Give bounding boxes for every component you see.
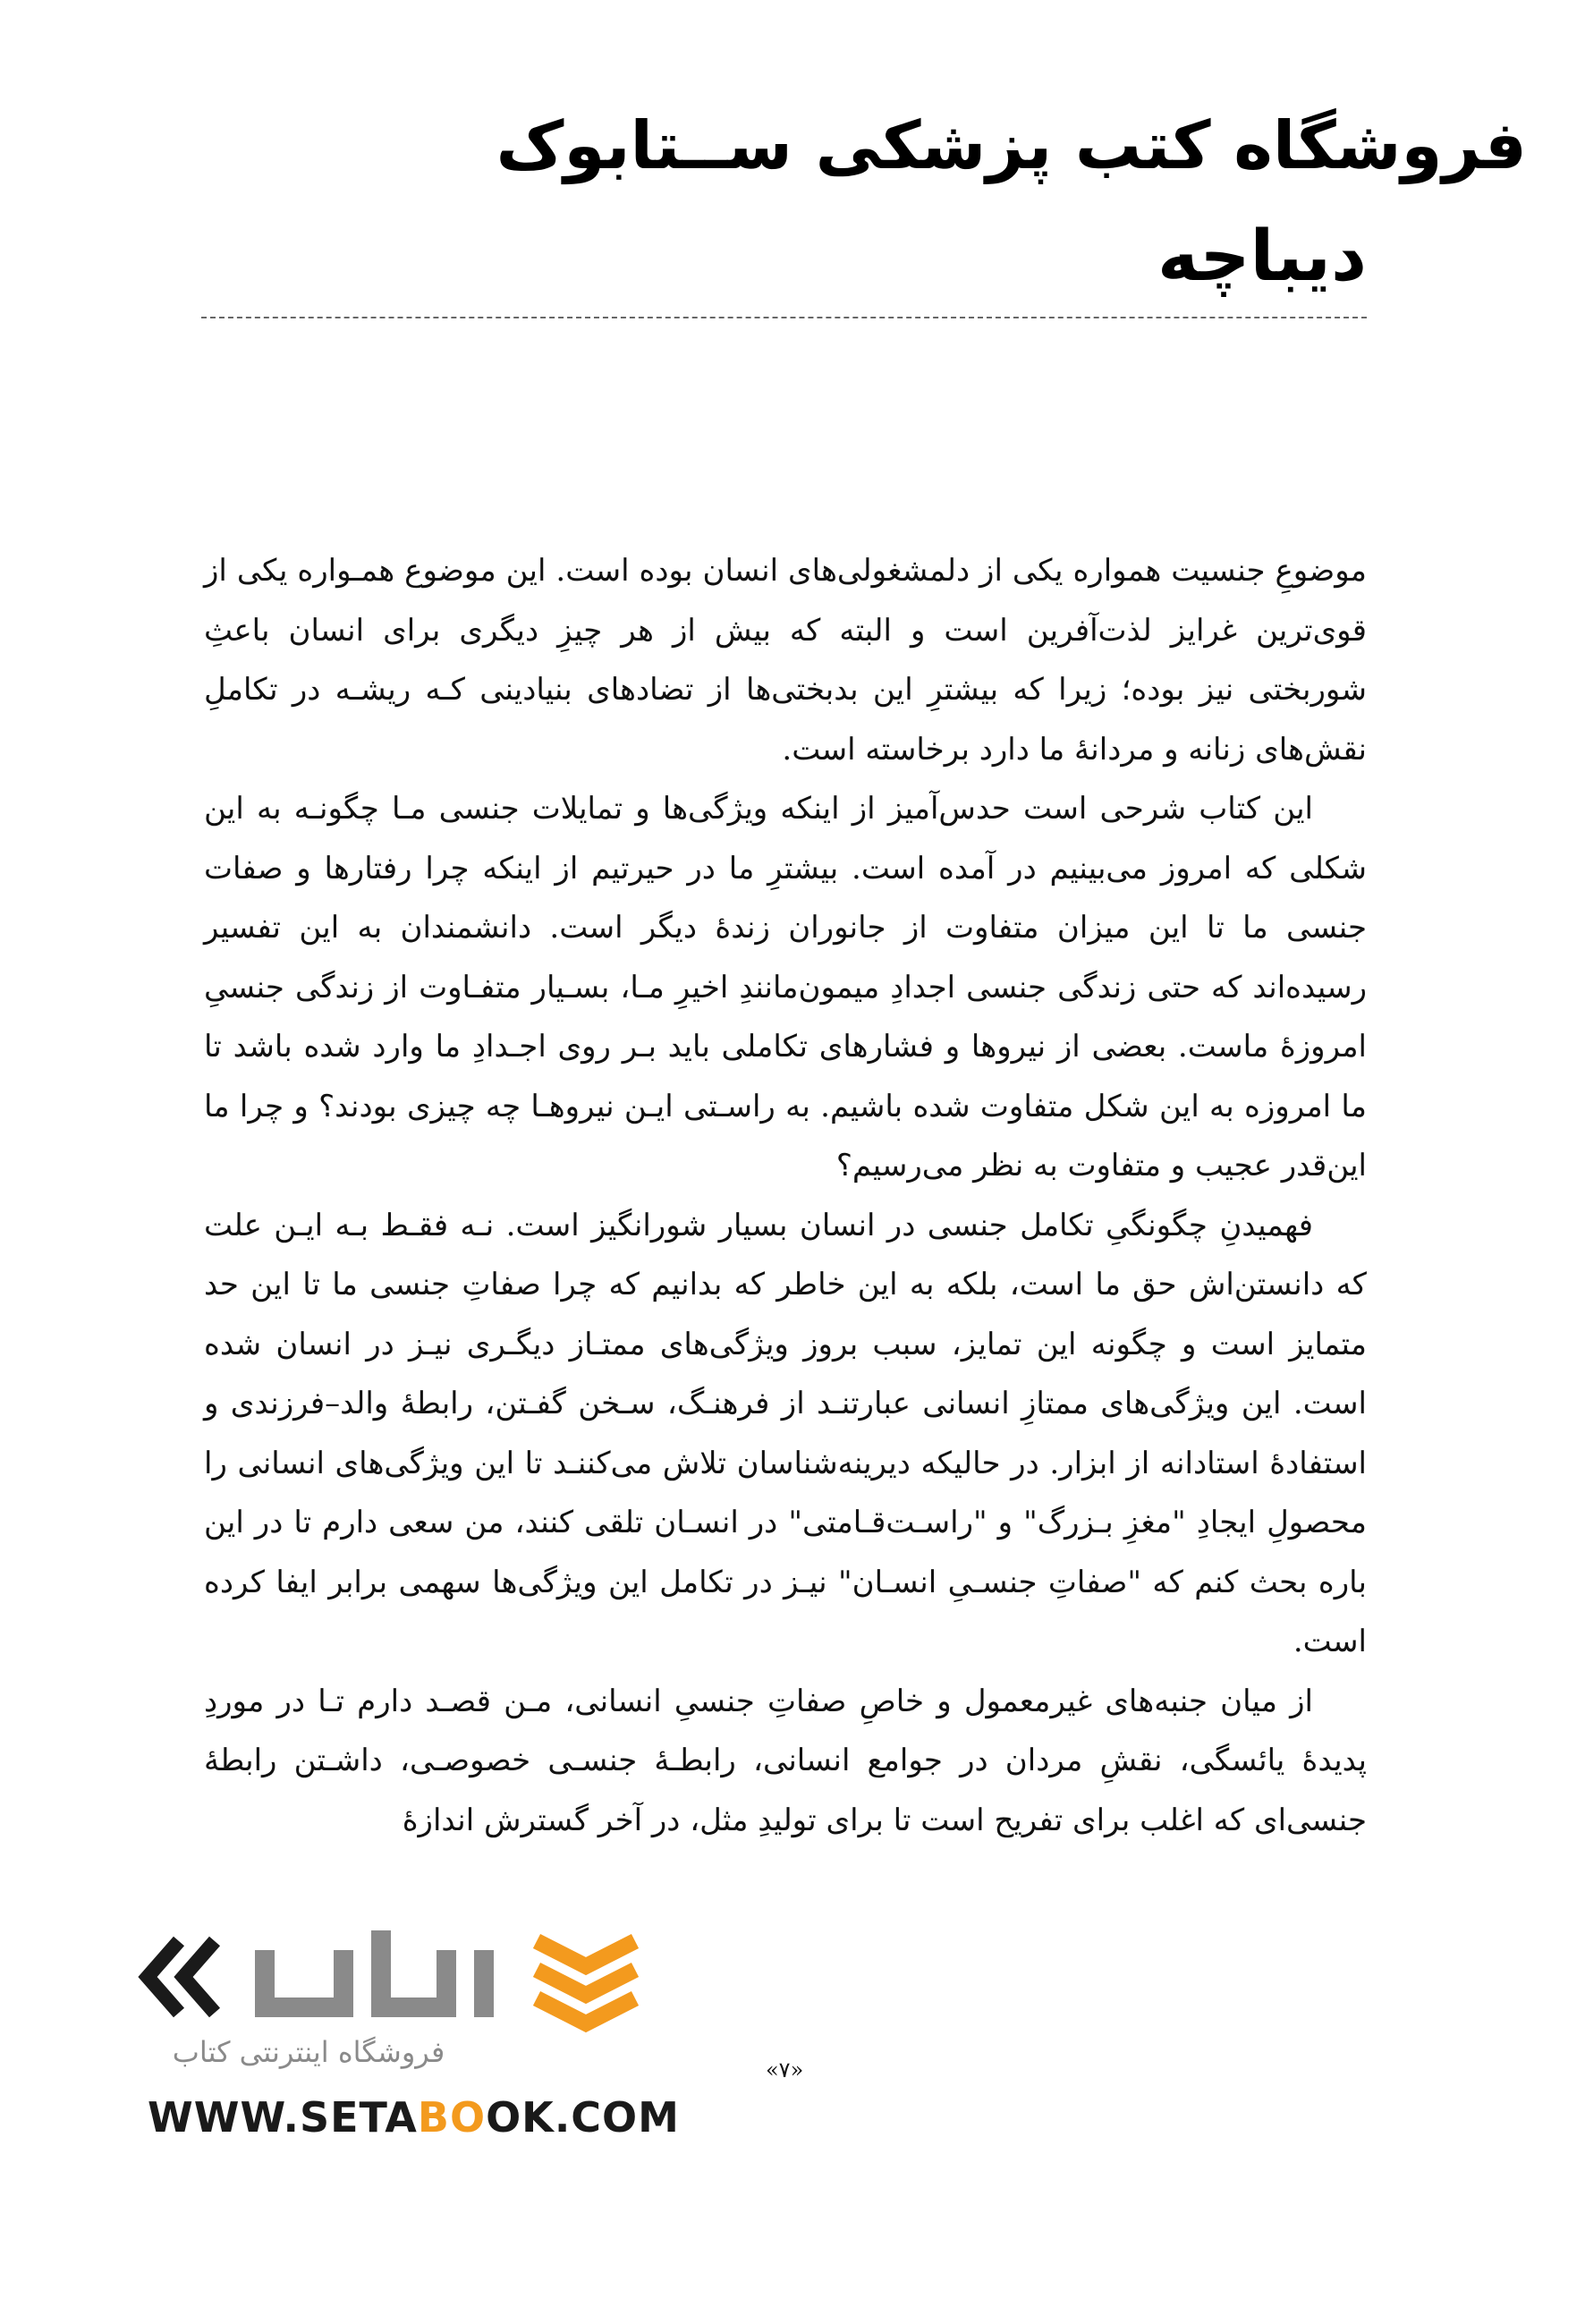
website-prefix: WWW.SETA [148, 2093, 418, 2142]
logo-mark-icon [237, 1914, 657, 2040]
paragraph-3: فهمیدنِ چگونگیِ تکامل جنسی در انسان بسیار شورانگیز است. نـه فقـط بـه ایـن علت که دانستن‌اش حق ما است، بلکه به این خاطر که بدانیم که چرا صفاتِ جنسی ما تا این حد متمایز است و چگونه این تمایز، سبب بروز ویژگی‌های ممتـاز دیگـری نیـز در انسان شده است. این ویژگی‌های ممتازِ انسانی عبارتنـد از فرهنـگ، سـخن گفـتن، رابطهٔ والد–فرزندی و استفادهٔ استادانه از ابزار. در حالیکه دیرینه‌شناسان تلاش می‌کننـد تا این ویژگی‌های انسانی را محصولِ ایجادِ "مغزِ بـزرگ" و "راسـت‌قـامتی" در انسـان تلقی کنند، من سعی دارم تا در این باره بحث کنم که "صفاتِ جنسـیِ انسـان" نیـز در تکامل این ویژگی‌ها سهمی برابر ایفا کرده است. [204, 1207, 1367, 1659]
page-number: «۷» [766, 2057, 804, 2082]
paragraph-4: از میان جنبه‌های غیرمعمول و خاصِ صفاتِ جنسیِ انسانی، مـن قصـد دارم تـا در موردِ پدیدهٔ یائسگی، نقشِ مردان در جوامع انسانی، رابطـهٔ جنسـی خصوصـی، داشـتن رابطهٔ جنسی‌ای که اغلب برای تفریح است تا برای تولیدِ مثل، در آخر گسترش اندازهٔ [204, 1683, 1367, 1838]
chapter-title: دیباچه [1157, 216, 1367, 297]
paragraph-2: این کتاب شرحی است حدس‌آمیز از اینکه ویژگی‌ها و تمایلات جنسی مـا چگونـه به این شکلی که امروز می‌بینیم در آمده است. بیشترِ ما در حیرتیم از اینکه چرا رفتارها و صفات جنسی ما تا این میزان متفاوت از جانوران زندهٔ دیگر است. دانشمندان به این تفسیر رسیده‌اند که حتی زندگی جنسی اجدادِ میمون‌مانندِ اخیرِ مـا، بسـیار متفـاوت از زندگی جنسیِ امروزهٔ ماست. بعضی از نیروها و فشارهای تکاملی باید بـر روی اجـدادِ ما وارد شده باشد تا ما امروزه به این شکل متفاوت شده باشیم. به راسـتی ایـن نیروهـا چه چیزی بودند؟ و چرا ما این‌قدر عجیب و متفاوت به نظر می‌رسیم؟ [204, 791, 1367, 1183]
paragraph-1: موضوعِ جنسیت همواره یکی از دلمشغولی‌های انسان بوده است. این موضوع همـواره یکی از قوی‌ترین غرایز لذت‌آفرین است و البته که بیش از هر چیزِ دیگری برای انسان باعثِ شوربختی نیز بوده؛ زیرا که بیشترِ این بدبختی‌ها از تضادهای بنیادینی کـه ریشـه در تکاملِ نقش‌های زنانه و مردانهٔ ما دارد برخاسته است. [204, 553, 1367, 768]
store-title: فروشگاه کتب پزشکی ســتابوک [496, 107, 1527, 184]
logo-chevrons-icon [125, 1932, 233, 2022]
website-url[interactable] [148, 2093, 680, 2142]
website-suffix: BOOK.COM [417, 2093, 680, 2142]
body-text [204, 541, 1367, 1850]
title-divider [201, 317, 1367, 318]
logo-subtitle: فروشگاه اینترنتی کتاب [172, 2035, 445, 2069]
